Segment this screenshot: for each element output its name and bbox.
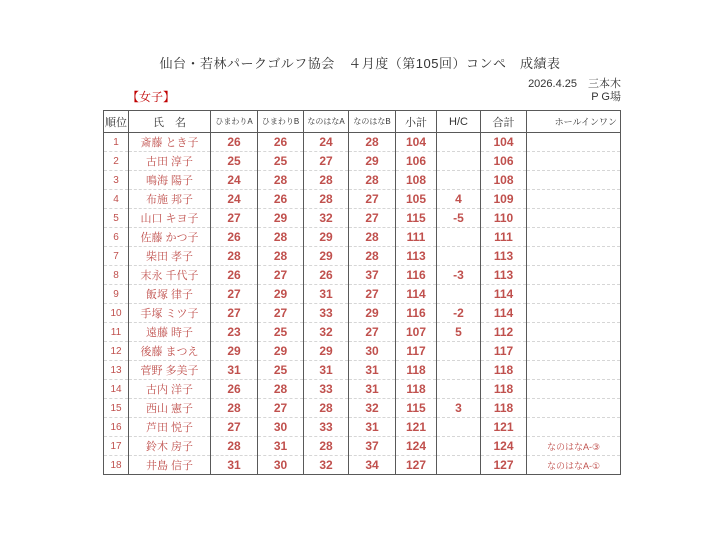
cell-rank: 6 (104, 228, 129, 247)
cell-score-himawari-a: 28 (211, 247, 258, 266)
cell-hole-in-one (527, 247, 621, 266)
cell-subtotal: 108 (396, 171, 437, 190)
table-row (104, 456, 621, 475)
cell-total: 118 (481, 399, 527, 418)
table-row (104, 342, 621, 361)
cell-name: 井島 信子 (129, 456, 211, 475)
cell-name: 飯塚 律子 (129, 285, 211, 304)
cell-hole-in-one (527, 323, 621, 342)
cell-score-nanohana-b: 29 (349, 304, 396, 323)
cell-subtotal: 118 (396, 361, 437, 380)
cell-score-himawari-a: 27 (211, 418, 258, 437)
cell-subtotal: 104 (396, 133, 437, 152)
cell-subtotal: 124 (396, 437, 437, 456)
cell-score-himawari-b: 25 (258, 361, 304, 380)
header-rank: 順位 (104, 111, 129, 133)
venue-line: P G場 (591, 91, 621, 103)
table-row (104, 209, 621, 228)
cell-rank: 8 (104, 266, 129, 285)
cell-subtotal: 113 (396, 247, 437, 266)
cell-total: 114 (481, 304, 527, 323)
cell-score-nanohana-a: 26 (304, 266, 349, 285)
cell-score-nanohana-b: 30 (349, 342, 396, 361)
cell-score-nanohana-b: 28 (349, 171, 396, 190)
results-table (103, 110, 621, 475)
cell-name: 佐藤 かつ子 (129, 228, 211, 247)
header-total: 合計 (481, 111, 527, 133)
cell-score-himawari-b: 28 (258, 228, 304, 247)
cell-score-himawari-a: 31 (211, 361, 258, 380)
cell-name: 鈴木 房子 (129, 437, 211, 456)
cell-rank: 15 (104, 399, 129, 418)
cell-score-himawari-b: 26 (258, 190, 304, 209)
cell-score-nanohana-a: 28 (304, 399, 349, 418)
cell-total: 121 (481, 418, 527, 437)
cell-hole-in-one (527, 171, 621, 190)
cell-score-nanohana-b: 32 (349, 399, 396, 418)
cell-hole-in-one (527, 304, 621, 323)
cell-score-himawari-a: 26 (211, 133, 258, 152)
cell-hole-in-one (527, 361, 621, 380)
cell-subtotal: 118 (396, 380, 437, 399)
cell-handicap (437, 456, 481, 475)
cell-score-himawari-a: 27 (211, 304, 258, 323)
cell-score-nanohana-a: 32 (304, 456, 349, 475)
cell-total: 108 (481, 171, 527, 190)
cell-total: 113 (481, 266, 527, 285)
header-name: 氏 名 (129, 111, 211, 133)
cell-score-nanohana-a: 27 (304, 152, 349, 171)
cell-score-himawari-b: 27 (258, 266, 304, 285)
table-row (104, 190, 621, 209)
cell-rank: 7 (104, 247, 129, 266)
header-nanohana-a: なのはなA (304, 111, 349, 133)
cell-hole-in-one (527, 380, 621, 399)
cell-score-himawari-a: 26 (211, 266, 258, 285)
cell-handicap (437, 228, 481, 247)
cell-name: 遠藤 時子 (129, 323, 211, 342)
table-row (104, 437, 621, 456)
cell-name: 柴田 孝子 (129, 247, 211, 266)
cell-score-nanohana-a: 33 (304, 380, 349, 399)
cell-total: 113 (481, 247, 527, 266)
cell-name: 手塚 ミツ子 (129, 304, 211, 323)
cell-score-nanohana-b: 28 (349, 228, 396, 247)
cell-rank: 3 (104, 171, 129, 190)
cell-score-nanohana-b: 37 (349, 437, 396, 456)
date-venue-block (528, 78, 621, 104)
table-row (104, 418, 621, 437)
cell-total: 114 (481, 285, 527, 304)
cell-hole-in-one (527, 209, 621, 228)
cell-name: 後藤 まつえ (129, 342, 211, 361)
page-title: 仙台・若林パークゴルフ協会 ４月度（第105回）コンペ 成績表 (159, 56, 561, 71)
cell-hole-in-one (527, 152, 621, 171)
cell-name: 古内 洋子 (129, 380, 211, 399)
cell-hole-in-one (527, 228, 621, 247)
cell-handicap: -3 (437, 266, 481, 285)
cell-score-nanohana-a: 28 (304, 171, 349, 190)
table-row (104, 361, 621, 380)
cell-rank: 13 (104, 361, 129, 380)
cell-hole-in-one (527, 133, 621, 152)
cell-score-himawari-b: 30 (258, 418, 304, 437)
cell-handicap (437, 247, 481, 266)
division-label: 【女子】 (127, 90, 176, 104)
cell-score-himawari-b: 29 (258, 209, 304, 228)
cell-subtotal: 107 (396, 323, 437, 342)
cell-rank: 18 (104, 456, 129, 475)
cell-total: 106 (481, 152, 527, 171)
cell-score-nanohana-a: 29 (304, 342, 349, 361)
cell-score-nanohana-b: 31 (349, 380, 396, 399)
cell-score-nanohana-b: 27 (349, 323, 396, 342)
cell-score-himawari-b: 28 (258, 247, 304, 266)
cell-score-himawari-b: 25 (258, 152, 304, 171)
cell-score-nanohana-a: 24 (304, 133, 349, 152)
cell-score-nanohana-b: 31 (349, 418, 396, 437)
cell-hole-in-one (527, 190, 621, 209)
cell-name: 鳴海 陽子 (129, 171, 211, 190)
cell-handicap: 3 (437, 399, 481, 418)
cell-subtotal: 117 (396, 342, 437, 361)
cell-total: 117 (481, 342, 527, 361)
cell-handicap: 5 (437, 323, 481, 342)
cell-hole-in-one (527, 285, 621, 304)
cell-subtotal: 105 (396, 190, 437, 209)
cell-rank: 2 (104, 152, 129, 171)
cell-score-himawari-a: 24 (211, 190, 258, 209)
cell-subtotal: 115 (396, 399, 437, 418)
cell-score-nanohana-b: 34 (349, 456, 396, 475)
cell-score-nanohana-a: 33 (304, 304, 349, 323)
cell-score-nanohana-a: 29 (304, 247, 349, 266)
table-row (104, 171, 621, 190)
cell-score-nanohana-a: 28 (304, 190, 349, 209)
cell-rank: 16 (104, 418, 129, 437)
cell-score-himawari-b: 29 (258, 342, 304, 361)
table-row (104, 266, 621, 285)
table-row (104, 133, 621, 152)
cell-score-himawari-a: 26 (211, 380, 258, 399)
cell-hole-in-one: なのはなA-③ (527, 437, 621, 456)
cell-name: 古田 淳子 (129, 152, 211, 171)
cell-score-himawari-b: 28 (258, 171, 304, 190)
cell-score-nanohana-b: 37 (349, 266, 396, 285)
cell-handicap (437, 152, 481, 171)
cell-score-nanohana-a: 28 (304, 437, 349, 456)
cell-rank: 17 (104, 437, 129, 456)
cell-handicap: -5 (437, 209, 481, 228)
cell-handicap (437, 285, 481, 304)
cell-rank: 12 (104, 342, 129, 361)
cell-name: 山口 キヨ子 (129, 209, 211, 228)
table-row (104, 304, 621, 323)
cell-score-himawari-a: 23 (211, 323, 258, 342)
cell-handicap (437, 133, 481, 152)
header-row (104, 111, 621, 133)
table-row (104, 247, 621, 266)
table-row (104, 323, 621, 342)
cell-total: 110 (481, 209, 527, 228)
cell-rank: 11 (104, 323, 129, 342)
header-hole-in-one: ホールインワン (527, 111, 621, 133)
cell-total: 127 (481, 456, 527, 475)
cell-name: 布施 邦子 (129, 190, 211, 209)
cell-score-himawari-b: 25 (258, 323, 304, 342)
cell-score-himawari-b: 30 (258, 456, 304, 475)
cell-handicap (437, 380, 481, 399)
cell-handicap (437, 418, 481, 437)
cell-rank: 1 (104, 133, 129, 152)
cell-name: 芦田 悦子 (129, 418, 211, 437)
cell-total: 118 (481, 361, 527, 380)
cell-rank: 10 (104, 304, 129, 323)
cell-score-nanohana-b: 27 (349, 190, 396, 209)
header-nanohana-b: なのはなB (349, 111, 396, 133)
cell-score-himawari-a: 29 (211, 342, 258, 361)
cell-total: 104 (481, 133, 527, 152)
cell-score-nanohana-b: 28 (349, 247, 396, 266)
cell-rank: 5 (104, 209, 129, 228)
header-himawari-a: ひまわりA (211, 111, 258, 133)
cell-name: 斎藤 とき子 (129, 133, 211, 152)
cell-score-himawari-b: 31 (258, 437, 304, 456)
cell-name: 西山 憲子 (129, 399, 211, 418)
cell-score-himawari-a: 31 (211, 456, 258, 475)
cell-rank: 14 (104, 380, 129, 399)
cell-handicap: 4 (437, 190, 481, 209)
cell-hole-in-one (527, 342, 621, 361)
table-row (104, 380, 621, 399)
cell-score-himawari-b: 26 (258, 133, 304, 152)
cell-score-nanohana-a: 31 (304, 285, 349, 304)
cell-score-himawari-a: 27 (211, 209, 258, 228)
cell-subtotal: 127 (396, 456, 437, 475)
cell-rank: 4 (104, 190, 129, 209)
cell-score-himawari-a: 28 (211, 399, 258, 418)
cell-total: 118 (481, 380, 527, 399)
cell-hole-in-one (527, 399, 621, 418)
cell-total: 112 (481, 323, 527, 342)
cell-score-nanohana-b: 31 (349, 361, 396, 380)
cell-score-himawari-b: 29 (258, 285, 304, 304)
cell-score-himawari-a: 26 (211, 228, 258, 247)
cell-total: 109 (481, 190, 527, 209)
date-line: 2026.4.25 三本木 (528, 78, 621, 90)
cell-hole-in-one (527, 418, 621, 437)
cell-handicap (437, 171, 481, 190)
table-row (104, 399, 621, 418)
table-row (104, 285, 621, 304)
cell-handicap (437, 361, 481, 380)
cell-score-himawari-a: 27 (211, 285, 258, 304)
header-subtotal: 小計 (396, 111, 437, 133)
cell-score-nanohana-b: 29 (349, 152, 396, 171)
cell-score-nanohana-a: 33 (304, 418, 349, 437)
cell-name: 末永 千代子 (129, 266, 211, 285)
cell-score-himawari-b: 27 (258, 304, 304, 323)
cell-subtotal: 106 (396, 152, 437, 171)
cell-subtotal: 111 (396, 228, 437, 247)
cell-score-nanohana-b: 27 (349, 209, 396, 228)
cell-score-himawari-a: 24 (211, 171, 258, 190)
cell-hole-in-one: なのはなA-① (527, 456, 621, 475)
cell-score-nanohana-a: 32 (304, 323, 349, 342)
cell-subtotal: 116 (396, 304, 437, 323)
cell-subtotal: 114 (396, 285, 437, 304)
header-himawari-b: ひまわりB (258, 111, 304, 133)
cell-handicap (437, 437, 481, 456)
cell-name: 菅野 多美子 (129, 361, 211, 380)
cell-subtotal: 121 (396, 418, 437, 437)
cell-score-nanohana-b: 28 (349, 133, 396, 152)
cell-hole-in-one (527, 266, 621, 285)
cell-score-himawari-b: 27 (258, 399, 304, 418)
cell-total: 111 (481, 228, 527, 247)
table-row (104, 228, 621, 247)
cell-subtotal: 116 (396, 266, 437, 285)
cell-rank: 9 (104, 285, 129, 304)
cell-score-himawari-a: 28 (211, 437, 258, 456)
cell-score-nanohana-a: 31 (304, 361, 349, 380)
cell-score-himawari-b: 28 (258, 380, 304, 399)
cell-subtotal: 115 (396, 209, 437, 228)
cell-score-nanohana-a: 29 (304, 228, 349, 247)
cell-score-nanohana-a: 32 (304, 209, 349, 228)
cell-total: 124 (481, 437, 527, 456)
cell-score-himawari-a: 25 (211, 152, 258, 171)
cell-handicap: -2 (437, 304, 481, 323)
header-handicap: H/C (437, 111, 481, 133)
cell-score-nanohana-b: 27 (349, 285, 396, 304)
table-row (104, 152, 621, 171)
cell-handicap (437, 342, 481, 361)
